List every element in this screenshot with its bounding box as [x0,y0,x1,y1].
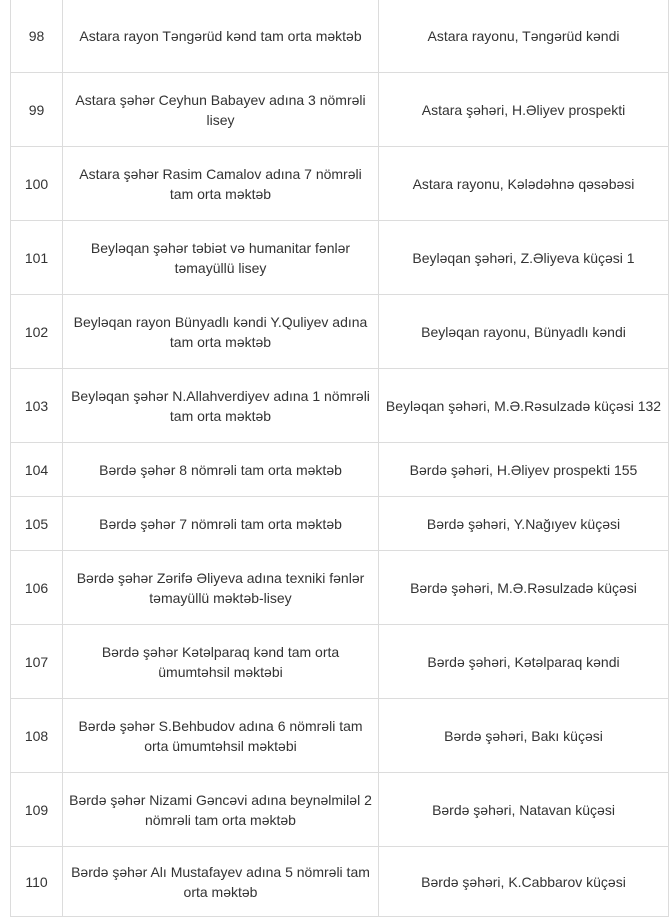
school-name: Beyləqan şəhər təbiət və humanitar fənlər təmayüllü lisey [63,221,379,295]
table-row [11,369,669,443]
row-number: 100 [11,147,63,221]
table-row [11,443,669,497]
row-number: 107 [11,625,63,699]
row-number: 109 [11,773,63,847]
table-row [11,625,669,699]
school-address: Bərdə şəhəri, M.Ə.Rəsulzadə küçəsi [379,551,669,625]
school-address: Bərdə şəhəri, Kətəlparaq kəndi [379,625,669,699]
school-name: Bərdə şəhər 7 nömrəli tam orta məktəb [63,497,379,551]
school-address: Astara rayonu, Kələdəhnə qəsəbəsi [379,147,669,221]
row-number: 106 [11,551,63,625]
school-name: Beyləqan rayon Bünyadlı kəndi Y.Quliyev adına tam orta məktəb [63,295,379,369]
school-address: Beyləqan şəhəri, M.Ə.Rəsulzadə küçəsi 132 [379,369,669,443]
school-address: Astara rayonu, Təngərüd kəndi [379,0,669,73]
school-address: Bərdə şəhəri, H.Əliyev prospekti 155 [379,443,669,497]
school-name: Astara şəhər Rasim Camalov adına 7 nömrəli tam orta məktəb [63,147,379,221]
school-name: Astara şəhər Ceyhun Babayev adına 3 nömrəli lisey [63,73,379,147]
school-name: Astara rayon Təngərüd kənd tam orta məktəb [63,0,379,73]
table-row [11,847,669,917]
table-row [11,497,669,551]
row-number: 108 [11,699,63,773]
table-row [11,773,669,847]
row-number: 104 [11,443,63,497]
row-number: 103 [11,369,63,443]
row-number: 102 [11,295,63,369]
school-name: Bərdə şəhər Kətəlparaq kənd tam orta ümumtəhsil məktəbi [63,625,379,699]
school-name: Bərdə şəhər Alı Mustafayev adına 5 nömrəli tam orta məktəb [63,847,379,917]
school-name: Bərdə şəhər Nizami Gəncəvi adına beynəlmiləl 2 nömrəli tam orta məktəb [63,773,379,847]
row-number: 98 [11,0,63,73]
table-row [11,699,669,773]
school-address: Beyləqan rayonu, Bünyadlı kəndi [379,295,669,369]
school-name: Beyləqan şəhər N.Allahverdiyev adına 1 nömrəli tam orta məktəb [63,369,379,443]
table-row [11,221,669,295]
school-address: Astara şəhəri, H.Əliyev prospekti [379,73,669,147]
school-name: Bərdə şəhər S.Behbudov adına 6 nömrəli tam orta ümumtəhsil məktəbi [63,699,379,773]
school-address: Bərdə şəhəri, K.Cabbarov küçəsi [379,847,669,917]
table-row [11,147,669,221]
table-row [11,551,669,625]
row-number: 110 [11,847,63,917]
school-address: Beyləqan şəhəri, Z.Əliyeva küçəsi 1 [379,221,669,295]
school-address: Bərdə şəhəri, Bakı küçəsi [379,699,669,773]
row-number: 105 [11,497,63,551]
table-row [11,73,669,147]
row-number: 101 [11,221,63,295]
school-address: Bərdə şəhəri, Y.Nağıyev küçəsi [379,497,669,551]
row-number: 99 [11,73,63,147]
school-name: Bərdə şəhər Zərifə Əliyeva adına texniki fənlər təmayüllü məktəb-lisey [63,551,379,625]
table-row [11,295,669,369]
school-name: Bərdə şəhər 8 nömrəli tam orta məktəb [63,443,379,497]
school-address: Bərdə şəhəri, Natavan küçəsi [379,773,669,847]
table-row [11,0,669,73]
schools-table [10,0,669,917]
